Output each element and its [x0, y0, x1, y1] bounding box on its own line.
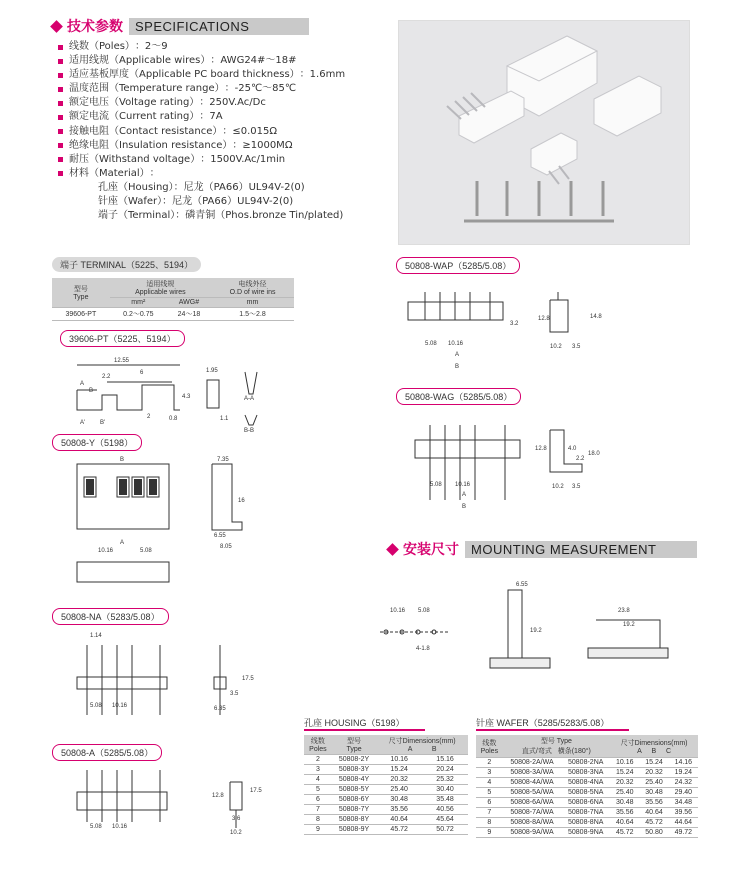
- table-cell: 50808-3NA: [561, 768, 610, 778]
- table-cell: 50808-2Y: [332, 755, 376, 765]
- spec-cn: 材料: [69, 167, 89, 179]
- table-cell: 5: [304, 785, 332, 795]
- wafer-table: [476, 735, 698, 838]
- table-row: [304, 765, 468, 775]
- table-row: [476, 758, 698, 768]
- table-cell: 35.56: [610, 808, 639, 818]
- table-cell: 30.48: [639, 788, 668, 798]
- dim-label: 4.0: [568, 446, 577, 452]
- spec-en: （Temperature range）: [109, 83, 225, 95]
- table-cell: 50808-2NA: [561, 758, 610, 768]
- dim-label: 10.2: [550, 344, 562, 350]
- table-cell: 8: [476, 818, 503, 828]
- specifications-header: [52, 16, 309, 36]
- dim-label: B: [89, 388, 94, 394]
- spec-row: [58, 82, 345, 96]
- table-cell: 50808-5NA: [561, 788, 610, 798]
- table-cell: 9: [304, 825, 332, 835]
- y-label: 50808-Y（5198）: [52, 434, 142, 451]
- table-cell: 3: [476, 768, 503, 778]
- h-c: C: [665, 747, 671, 755]
- table-cell: 49.72: [669, 828, 698, 838]
- pt-label: 39606-PT（5225、5194）: [60, 330, 185, 347]
- table-cell: 50808-5Y: [332, 785, 376, 795]
- table-row: [476, 818, 698, 828]
- spec-en: （Poles）: [89, 41, 135, 52]
- table-cell: 39.56: [669, 808, 698, 818]
- table-cell: 15.24: [376, 765, 422, 775]
- h-poles: [476, 735, 503, 758]
- col-type: [52, 278, 110, 308]
- table-cell: 15.24: [639, 758, 668, 768]
- h-type-cn: 型号: [347, 738, 362, 745]
- table-cell: 50808-2A/WA: [503, 758, 562, 768]
- bullet-icon: [58, 115, 63, 120]
- h-od-en: O.D of wire ins: [229, 289, 276, 296]
- h-dim: [376, 735, 468, 755]
- table-cell: 6: [476, 798, 503, 808]
- table-row: [476, 778, 698, 788]
- y-drawing: [62, 452, 262, 582]
- material-row: [58, 209, 345, 223]
- product-photo: [398, 20, 690, 245]
- h-od-cn: 电线外径: [238, 281, 267, 288]
- h-dim-label: 尺寸Dimensions(mm): [620, 739, 688, 747]
- spec-value: ：: [149, 167, 160, 179]
- table-cell: 40.64: [610, 818, 639, 828]
- spec-row: [58, 110, 345, 124]
- spec-value: ：250V.Ac/Dc: [199, 97, 266, 109]
- h-a: A: [407, 746, 413, 753]
- mounting-header: [388, 539, 697, 559]
- table-cell: 50808-3Y: [332, 765, 376, 775]
- table-cell: 6: [304, 795, 332, 805]
- material-value: ：尼龙（PA66）UL94V-2(0): [162, 196, 294, 208]
- dim-label: 6.35: [214, 706, 226, 712]
- table-cell: 45.72: [376, 825, 422, 835]
- h-side: 横条(180°): [557, 748, 591, 755]
- dim-label: 5.08: [430, 482, 442, 488]
- dim-label: 5.08: [90, 703, 102, 709]
- bullet-icon: [58, 45, 63, 50]
- table-cell: 50808-7Y: [332, 805, 376, 815]
- table-cell: 30.48: [610, 798, 639, 808]
- dim-label: 10.16: [112, 703, 128, 709]
- dim-label: 7.35: [217, 457, 229, 463]
- spec-value: ：-25℃～85℃: [224, 83, 297, 95]
- table-cell: 40.64: [639, 808, 668, 818]
- table-cell: 30.48: [376, 795, 422, 805]
- wag-drawing: [400, 410, 620, 520]
- table-cell: 29.40: [669, 788, 698, 798]
- dim-label: 5.08: [425, 341, 437, 347]
- housing-body: [304, 755, 468, 835]
- spec-en: （Current rating）: [109, 111, 200, 123]
- table-cell: 45.72: [639, 818, 668, 828]
- table-cell: 30.40: [422, 785, 468, 795]
- dim-label: 10.16: [112, 824, 128, 830]
- wafer-title-en: WAFER（5285/5283/5.08）: [496, 718, 610, 728]
- table-cell: 50808-6A/WA: [503, 798, 562, 808]
- table-cell: 50808-8Y: [332, 815, 376, 825]
- table-cell: 15.16: [422, 755, 468, 765]
- h-poles-cn: 线数: [482, 739, 497, 747]
- table-cell: 14.16: [669, 758, 698, 768]
- dim-label: 6.55: [214, 533, 226, 539]
- housing-title-en: HOUSING（5198）: [324, 718, 405, 728]
- table-cell: 50808-5A/WA: [503, 788, 562, 798]
- na-label: 50808-NA（5283/5.08）: [52, 608, 169, 625]
- dim-label: 12.8: [538, 316, 550, 322]
- table-cell: 9: [476, 828, 503, 838]
- table-cell: 50808-9NA: [561, 828, 610, 838]
- h-type: [503, 735, 610, 758]
- dim-label: 3.5: [572, 344, 581, 350]
- table-cell: 35.56: [376, 805, 422, 815]
- table-cell: 50808-8A/WA: [503, 818, 562, 828]
- table-cell: 50808-7A/WA: [503, 808, 562, 818]
- h-type-en: Type: [73, 294, 89, 301]
- table-cell: 25.32: [422, 775, 468, 785]
- h-poles-en: Poles: [309, 746, 327, 753]
- table-cell: 50808-3A/WA: [503, 768, 562, 778]
- table-cell: 15.24: [610, 768, 639, 778]
- table-cell: 40.56: [422, 805, 468, 815]
- table-cell: 50808-6NA: [561, 798, 610, 808]
- table-cell: 45.72: [610, 828, 639, 838]
- dim-label: 5.08: [140, 548, 152, 554]
- cell: 1.5～2.8: [211, 308, 294, 321]
- dim-label: 18.0: [588, 451, 600, 457]
- bullet-icon: [58, 73, 63, 78]
- dim-label: 10.2: [552, 484, 564, 490]
- h-wire-en: Applicable wires: [135, 289, 186, 296]
- col-wire: [110, 278, 211, 298]
- dim-label: 19.2: [530, 628, 542, 634]
- table-row: [304, 785, 468, 795]
- dim-label: 4.3: [182, 394, 191, 400]
- pt-drawing: [62, 350, 262, 435]
- table-cell: 7: [304, 805, 332, 815]
- table-cell: 45.64: [422, 815, 468, 825]
- table-cell: 3: [304, 765, 332, 775]
- dim-label: 10.16: [448, 341, 464, 347]
- table-row: [304, 755, 468, 765]
- bullet-icon: [58, 59, 63, 64]
- cell: 39606-PT: [52, 308, 110, 321]
- cell: 0.2～0.75: [110, 308, 167, 321]
- dim-label: 1.95: [206, 368, 218, 374]
- spec-en: （Material）: [89, 167, 150, 179]
- table-row: [52, 308, 294, 321]
- dim-label: 12.55: [114, 358, 130, 364]
- wap-drawing: [400, 280, 620, 380]
- bullet-icon: [58, 101, 63, 106]
- h-type-cn: 型号: [73, 286, 88, 293]
- dim-label: B-B: [244, 428, 255, 434]
- spec-list: [58, 40, 345, 223]
- table-cell: 7: [476, 808, 503, 818]
- dim-label: 10.2: [230, 830, 242, 836]
- h-poles-cn: 线数: [310, 738, 325, 745]
- dim-label: B: [120, 457, 125, 463]
- material-value: ：磷青铜（Phos.bronze Tin/plated): [175, 210, 344, 222]
- material-part: 孔座（Housing）: [98, 181, 174, 193]
- dim-label: 14.8: [590, 314, 602, 320]
- h-poles: [304, 735, 332, 755]
- table-cell: 35.56: [639, 798, 668, 808]
- table-cell: 10.16: [610, 758, 639, 768]
- spec-cn: 线数: [69, 41, 89, 52]
- table-cell: 2: [476, 758, 503, 768]
- h-poles-en: Poles: [480, 747, 499, 755]
- dim-label: 8.05: [220, 544, 232, 550]
- dim-label: B: [455, 364, 460, 370]
- table-cell: 50808-7NA: [561, 808, 610, 818]
- dim-label: 3.6: [232, 816, 241, 822]
- spec-value: ：2～9: [134, 41, 168, 52]
- dim-label: 10.16: [98, 548, 114, 554]
- table-row: [476, 798, 698, 808]
- table-cell: 20.32: [639, 768, 668, 778]
- cell: 24～18: [167, 308, 211, 321]
- dim-label: 3.2: [510, 321, 519, 327]
- h-b: B: [431, 746, 437, 753]
- spec-en: （Voltage rating）: [109, 97, 200, 109]
- spec-en: （Contact resistance）: [109, 125, 223, 137]
- dim-label: A-A: [244, 396, 255, 402]
- material-part: 针座（Wafer）: [98, 196, 163, 208]
- header-cn: 技术参数: [67, 19, 123, 35]
- spec-cn: 绝缘电阻: [69, 139, 109, 151]
- dim-label: 12.8: [212, 793, 224, 799]
- dim-label: 1.14: [90, 633, 102, 639]
- a-drawing: [62, 762, 262, 862]
- col-od: [211, 278, 294, 298]
- spec-row: [58, 125, 345, 139]
- spec-row: [58, 167, 345, 181]
- h-b: B: [651, 747, 657, 755]
- table-cell: 50808-9A/WA: [503, 828, 562, 838]
- table-cell: 35.48: [422, 795, 468, 805]
- dim-label: 2.2: [576, 456, 585, 462]
- bullet-icon: [58, 157, 63, 162]
- dim-label: B: [462, 504, 467, 510]
- h-type: [332, 735, 376, 755]
- spec-value: ：1.6mm: [299, 69, 346, 81]
- h-awg: AWG#: [167, 298, 211, 308]
- spec-row: [58, 68, 345, 82]
- table-cell: 50808-9Y: [332, 825, 376, 835]
- dim-label: 17.5: [242, 676, 254, 682]
- spec-cn: 适用线规: [69, 55, 109, 67]
- dim-label: 16: [238, 498, 245, 504]
- bullet-icon: [58, 129, 63, 134]
- dim-label: 0.8: [169, 416, 178, 422]
- header-en: SPECIFICATIONS: [129, 18, 309, 35]
- dim-label: 2.2: [102, 374, 111, 380]
- table-row: [476, 808, 698, 818]
- dim-label: 5.08: [90, 824, 102, 830]
- table-cell: 50808-6Y: [332, 795, 376, 805]
- table-cell: 20.32: [610, 778, 639, 788]
- table-cell: 44.64: [669, 818, 698, 828]
- a-label: 50808-A（5285/5.08）: [52, 744, 162, 761]
- spec-value: ：AWG24#～18#: [210, 55, 297, 67]
- dim-label: 5.08: [418, 608, 430, 614]
- dim-label: 3.5: [230, 691, 239, 697]
- material-part: 端子（Terminal）: [98, 210, 176, 222]
- dim-label: A: [80, 381, 85, 387]
- dim-label: A: [120, 540, 125, 546]
- housing-table: [304, 735, 468, 835]
- h-type-en: Type: [346, 746, 362, 753]
- h-mm2: mm²: [110, 298, 167, 308]
- dim-label: 1.1: [220, 416, 229, 422]
- bullet-icon: [58, 171, 63, 176]
- table-cell: 50.72: [422, 825, 468, 835]
- mounting-cn: 安装尺寸: [403, 542, 459, 558]
- h-mm: mm: [211, 298, 294, 308]
- connector-illustration: [399, 21, 691, 246]
- dim-label: 6: [140, 370, 144, 376]
- diamond-icon: [50, 20, 63, 33]
- spec-cn: 接触电阻: [69, 125, 109, 137]
- table-cell: 25.40: [376, 785, 422, 795]
- spec-cn: 耐压: [69, 153, 89, 165]
- housing-title-cn: 孔座: [304, 718, 323, 728]
- table-cell: 50808-4NA: [561, 778, 610, 788]
- dim-label: 10.16: [455, 482, 471, 488]
- dim-label: 4-1.8: [416, 646, 430, 652]
- table-row: [476, 828, 698, 838]
- spec-en: （Applicable wires）: [109, 55, 211, 67]
- table-row: [304, 825, 468, 835]
- table-cell: 24.32: [669, 778, 698, 788]
- h-wire-cn: 适用线规: [146, 281, 175, 288]
- dim-label: A: [462, 492, 467, 498]
- spec-cn: 温度范围: [69, 83, 109, 95]
- dim-label: 19.2: [623, 622, 635, 628]
- material-value: ：尼龙（PA66）UL94V-2(0): [173, 181, 305, 193]
- table-cell: 50.80: [639, 828, 668, 838]
- mounting-en: MOUNTING MEASUREMENT: [465, 541, 697, 558]
- table-row: [304, 795, 468, 805]
- table-row: [304, 815, 468, 825]
- table-cell: 25.40: [610, 788, 639, 798]
- table-cell: 4: [476, 778, 503, 788]
- bullet-icon: [58, 143, 63, 148]
- mounting-drawing: [378, 570, 708, 680]
- table-cell: 19.24: [669, 768, 698, 778]
- spec-row: [58, 54, 345, 68]
- spec-row: [58, 139, 345, 153]
- spec-row: [58, 40, 345, 54]
- table-cell: 50808-8NA: [561, 818, 610, 828]
- dim-label: 12.8: [535, 446, 547, 452]
- table-cell: 4: [304, 775, 332, 785]
- table-row: [476, 768, 698, 778]
- spec-value: ：≥1000MΩ: [232, 139, 293, 151]
- h-dim: [610, 735, 698, 758]
- spec-row: [58, 96, 345, 110]
- spec-value: ：1500V.Ac/1min: [200, 153, 286, 165]
- wag-label: 50808-WAG（5285/5.08）: [396, 388, 521, 405]
- h-a: A: [637, 747, 642, 755]
- spec-cn: 额定电流: [69, 111, 109, 123]
- table-cell: 5: [476, 788, 503, 798]
- na-drawing: [62, 625, 262, 735]
- spec-row: [58, 153, 345, 167]
- dim-label: A': [80, 420, 86, 426]
- table-cell: 50808-4Y: [332, 775, 376, 785]
- spec-en: （Applicable PC board thickness）: [129, 69, 300, 81]
- spec-en: （Insulation resistance）: [109, 139, 233, 151]
- h-straight: 直式/弯式: [521, 748, 552, 755]
- h-type-label: 型号 Type: [540, 738, 572, 745]
- spec-en: （Withstand voltage）: [89, 153, 201, 165]
- terminal-label: 端子 TERMINAL（5225、5194）: [52, 257, 201, 272]
- dim-label: 23.8: [618, 608, 630, 614]
- spec-value: ：7A: [199, 111, 223, 123]
- housing-title: [304, 716, 425, 731]
- dim-label: 10.16: [390, 608, 406, 614]
- wap-label: 50808-WAP（5285/5.08）: [396, 257, 520, 274]
- spec-cn: 适应基板厚度: [69, 69, 129, 81]
- table-cell: 20.24: [422, 765, 468, 775]
- bullet-icon: [58, 87, 63, 92]
- table-row: [476, 788, 698, 798]
- dim-label: B': [100, 420, 106, 426]
- spec-value: ：≤0.015Ω: [222, 125, 278, 137]
- diamond-icon: [386, 543, 399, 556]
- table-row: [304, 805, 468, 815]
- spec-cn: 额定电压: [69, 97, 109, 109]
- wafer-title: [476, 716, 629, 731]
- dim-label: A: [455, 352, 460, 358]
- table-row: [304, 775, 468, 785]
- table-cell: 25.40: [639, 778, 668, 788]
- table-cell: 20.32: [376, 775, 422, 785]
- table-cell: 34.48: [669, 798, 698, 808]
- table-cell: 2: [304, 755, 332, 765]
- terminal-table: [52, 278, 294, 321]
- dim-label: 17.5: [250, 788, 262, 794]
- material-row: [58, 195, 345, 209]
- dim-label: 3.5: [572, 484, 581, 490]
- table-cell: 40.64: [376, 815, 422, 825]
- table-cell: 10.16: [376, 755, 422, 765]
- table-cell: 8: [304, 815, 332, 825]
- material-row: [58, 181, 345, 195]
- wafer-title-cn: 针座: [476, 718, 495, 728]
- dim-label: 6.55: [516, 582, 528, 588]
- dim-label: 2: [147, 414, 151, 420]
- h-dim-label: 尺寸Dimensions(mm): [388, 738, 456, 745]
- wafer-body: [476, 758, 698, 838]
- table-cell: 50808-4A/WA: [503, 778, 562, 788]
